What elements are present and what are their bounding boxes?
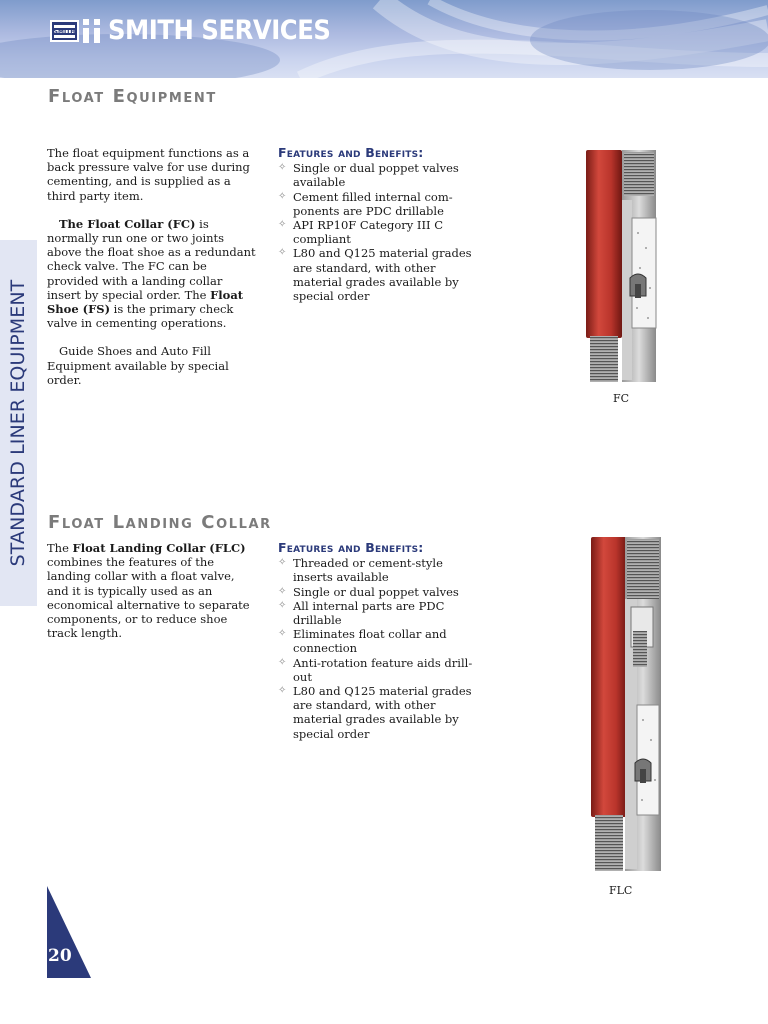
figure-caption-fc: FC <box>613 392 630 405</box>
bullet-icon: ✧ <box>278 247 287 259</box>
section-title-float-equipment: Float Equipment <box>48 86 217 107</box>
header-banner <box>0 0 768 78</box>
list-item: ✧ L80 and Q125 material grades are standard, with other material grades available by special order <box>278 246 472 304</box>
bullet-icon: ✧ <box>278 190 287 202</box>
bullet-icon: ✧ <box>278 557 287 569</box>
flc-paragraph: The Float Landing Collar (FLC) combines the features of the landing collar with a float valve, and it is typically used as an economical alternative to separate components, or to reduce shoe track length. <box>47 541 250 641</box>
bullet-icon: ✧ <box>278 628 287 640</box>
list-item: ✧ API RP10F Category III C compliant <box>278 218 444 247</box>
bullet-icon: ✧ <box>278 585 287 597</box>
flc-term: Float Landing Collar (FLC) <box>72 541 246 555</box>
list-item: ✧ L80 and Q125 material grades are standard, with other material grades available by special order <box>278 684 472 741</box>
float-collar-term: The Float Collar (FC) <box>59 216 196 231</box>
features-heading: Features and Benefits: <box>278 145 424 160</box>
list-item: ✧ Eliminates float collar and connection <box>278 627 447 656</box>
list-item: ✧ Cement filled internal com-ponents are PDC drillable <box>278 189 453 218</box>
smith-logo-icon <box>50 17 104 45</box>
float-landing-collar-illustration <box>585 535 665 875</box>
bullet-icon: ✧ <box>278 219 287 231</box>
section-title-float-landing-collar: Float Landing Collar <box>48 512 272 533</box>
list-item: ✧ Anti-rotation feature aids drill-out <box>278 655 473 684</box>
float-collar-paragraph: The Float Collar (FC) is normally run one or two joints above the float shoe as a redundant check valve. The FC can be provided with a landing collar insert by special order. The Float Shoe (FS) is the primary check valve in cementing operations. <box>47 216 256 331</box>
features-list-flc <box>278 556 478 741</box>
features-heading: Features and Benefits: <box>278 540 424 555</box>
figure-caption-flc: FLC <box>609 884 633 897</box>
bullet-icon: ✧ <box>278 656 287 668</box>
list-item: ✧ Single or dual poppet valves available <box>278 161 459 190</box>
float-shoe-term: Float Shoe (FS) <box>47 287 244 317</box>
intro-paragraph: The float equipment functions as a back pressure valve for use during cementing, and is supplied as a third party item. <box>47 146 250 203</box>
features-block-fc <box>278 146 478 303</box>
bullet-icon: ✧ <box>278 685 287 697</box>
company-logo[interactable] <box>50 17 355 45</box>
guide-shoes-paragraph: Guide Shoes and Auto Fill Equipment available by special order. <box>47 344 229 387</box>
features-block-flc <box>278 541 478 741</box>
list-item: ✧ Single or dual poppet valves <box>278 584 459 599</box>
bullet-icon: ✧ <box>278 162 287 174</box>
float-landing-collar-description <box>47 541 252 654</box>
list-item: ✧ Threaded or cement-style inserts available <box>278 556 443 585</box>
float-collar-illustration <box>580 148 660 384</box>
features-list-fc <box>278 161 478 303</box>
list-item: ✧ All internal parts are PDC drillable <box>278 598 445 628</box>
float-equipment-description <box>47 146 257 401</box>
brand-name: SMITH SERVICES <box>108 15 331 46</box>
sidebar-label: STANDARD LINER EQUIPMENT <box>7 279 29 567</box>
svg-text:SMITH: SMITH <box>53 28 76 36</box>
bullet-icon: ✧ <box>278 599 287 611</box>
page-number: 20 <box>48 946 72 966</box>
